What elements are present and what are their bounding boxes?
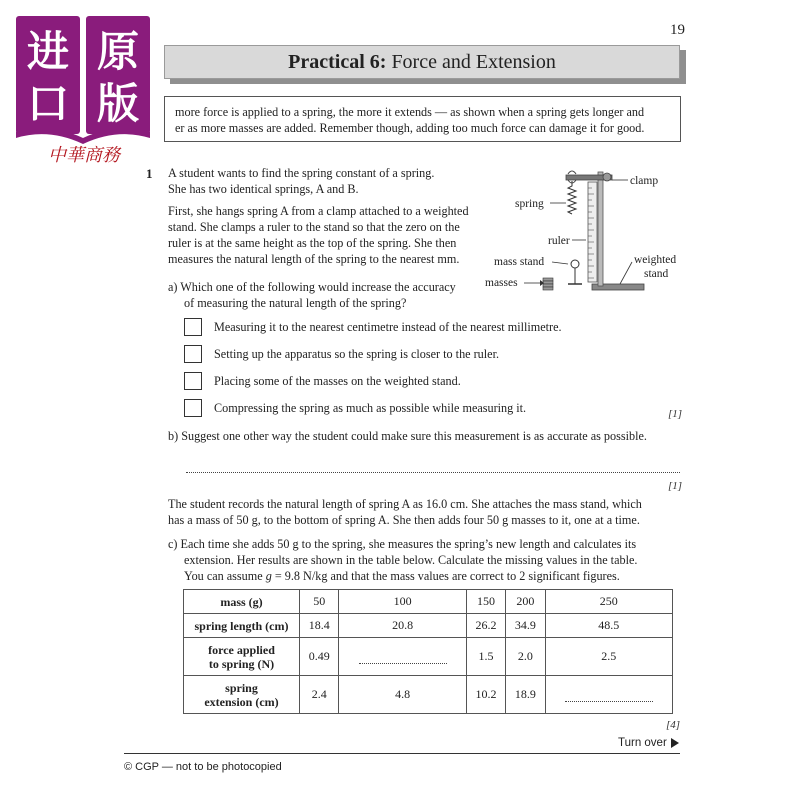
label-ruler: ruler xyxy=(548,235,570,247)
record-paragraph xyxy=(168,496,642,528)
force-answer-blank[interactable] xyxy=(339,638,466,676)
record-line-2: has a mass of 50 g, to the bottom of spring A. She then adds four 50 g masses to it, one at a time. xyxy=(168,513,640,527)
label-spring: spring xyxy=(515,198,544,210)
question-line-1: A student wants to find the spring constant of a spring. xyxy=(168,166,435,180)
turn-over-label: Turn over xyxy=(618,737,667,749)
part-c-line-3 xyxy=(168,568,637,584)
part-c-question xyxy=(168,536,637,584)
option-3-label: Placing some of the masses on the weighted stand. xyxy=(214,374,461,388)
question-number: 1 xyxy=(146,166,153,181)
row-header-spring-length: spring length (cm) xyxy=(184,614,300,638)
logo-publisher: 中華商務 xyxy=(48,145,120,166)
stand-rod xyxy=(598,172,603,286)
part-c-line-1: c) Each time she adds 50 g to the spring, she measures the spring’s new length and calculates its xyxy=(168,537,637,551)
table-cell: 4.8 xyxy=(339,676,466,714)
page-title xyxy=(164,45,680,79)
table-cell: 200 xyxy=(506,590,545,614)
logo-char-1: 进 xyxy=(26,27,70,76)
table-row xyxy=(184,676,673,714)
option-1-label: Measuring it to the nearest centimetre instead of the nearest millimetre. xyxy=(214,320,562,334)
publisher-logo xyxy=(14,14,154,166)
label-stand: stand xyxy=(644,268,669,280)
table-cell: 1.5 xyxy=(466,638,505,676)
spring-coil xyxy=(568,181,576,214)
mass-stand-hook xyxy=(571,260,579,268)
intro-line-1: more force is applied to a spring, the more it extends — as shown when a spring gets longer and xyxy=(175,105,645,119)
option-4-checkbox[interactable] xyxy=(184,399,202,417)
option-2-label: Setting up the apparatus so the spring is closer to the ruler. xyxy=(214,347,499,361)
footer-divider xyxy=(124,753,680,754)
para-line-2: stand. She clamps a ruler to the stand so that the zero on the xyxy=(168,220,460,234)
row-header-mass: mass (g) xyxy=(184,590,300,614)
question-paragraph xyxy=(168,203,469,267)
table-cell: 48.5 xyxy=(545,614,672,638)
label-weighted: weighted xyxy=(634,254,677,266)
table-cell: 150 xyxy=(466,590,505,614)
logo-char-3: 口 xyxy=(26,79,70,128)
turn-over xyxy=(618,737,679,749)
table-cell: 0.49 xyxy=(300,638,339,676)
part-c-line-2: extension. Her results are shown in the table below. Calculate the missing values in the table. xyxy=(184,553,638,567)
table-cell: 250 xyxy=(545,590,672,614)
option-3-checkbox[interactable] xyxy=(184,372,202,390)
part-a-line-1: a) Which one of the following would increase the accuracy xyxy=(168,280,456,294)
option-2-checkbox[interactable] xyxy=(184,345,202,363)
part-b-question: b) Suggest one other way the student could make sure this measurement is as accurate as possible. xyxy=(168,429,647,443)
record-line-1: The student records the natural length of spring A as 16.0 cm. She attaches the mass stand, which xyxy=(168,497,642,511)
table-cell: 100 xyxy=(339,590,466,614)
table-row xyxy=(184,638,673,676)
label-masses: masses xyxy=(485,277,518,289)
option-4-label: Compressing the spring as much as possible while measuring it. xyxy=(214,401,527,415)
intro-box xyxy=(164,96,681,142)
title-rest: Force and Extension xyxy=(391,50,556,73)
table-cell: 34.9 xyxy=(506,614,545,638)
book-logo-icon xyxy=(14,14,154,166)
row-header-extension: spring extension (cm) xyxy=(184,676,300,714)
part-c-line-3-pre: You can assume xyxy=(184,569,266,583)
arrow-right-icon xyxy=(671,738,679,748)
part-a-question xyxy=(168,279,456,311)
table-cell: 2.0 xyxy=(506,638,545,676)
table-row xyxy=(184,614,673,638)
table-cell: 2.4 xyxy=(300,676,339,714)
part-a-line-2: of measuring the natural length of the spring? xyxy=(184,296,407,310)
label-clamp: clamp xyxy=(630,175,659,187)
table-cell: 18.4 xyxy=(300,614,339,638)
logo-char-2: 原 xyxy=(96,27,140,76)
table-cell: 20.8 xyxy=(339,614,466,638)
masses-stack xyxy=(543,278,553,290)
apparatus-diagram xyxy=(482,166,692,296)
para-line-1: First, she hangs spring A from a clamp attached to a weighted xyxy=(168,204,469,218)
page-number: 19 xyxy=(670,22,685,38)
question-intro xyxy=(168,165,434,197)
part-c-line-3-post: = 9.8 N/kg and that the mass values are correct to 2 significant figures. xyxy=(271,569,620,583)
clamp-screw xyxy=(603,173,611,181)
table-cell: 26.2 xyxy=(466,614,505,638)
extension-answer-blank[interactable] xyxy=(545,676,672,714)
table-cell: 10.2 xyxy=(466,676,505,714)
para-line-4: measures the natural length of the spring to the nearest mm. xyxy=(168,252,460,266)
table-cell: 2.5 xyxy=(545,638,672,676)
results-table xyxy=(183,589,673,714)
intro-line-2: er as more masses are added. Remember though, adding too much force can damage it for good. xyxy=(175,121,645,135)
logo-char-4: 版 xyxy=(96,79,140,128)
para-line-3: ruler is at the same height as the top of the spring. She then xyxy=(168,236,457,250)
part-b-answer-line[interactable] xyxy=(186,472,680,473)
question-line-2: She has two identical springs, A and B. xyxy=(168,182,359,196)
gravity-symbol: g xyxy=(265,569,272,583)
table-row xyxy=(184,590,673,614)
label-mass-stand: mass stand xyxy=(494,256,545,268)
part-c-marks: [4] xyxy=(666,719,681,731)
table-cell: 50 xyxy=(300,590,339,614)
title-bold: Practical 6: xyxy=(288,50,387,73)
row-header-force: force applied to spring (N) xyxy=(184,638,300,676)
ruler xyxy=(588,182,597,282)
option-1-checkbox[interactable] xyxy=(184,318,202,336)
table-cell: 18.9 xyxy=(506,676,545,714)
footer-copyright: © CGP — not to be photocopied xyxy=(124,761,282,773)
part-a-marks: [1] xyxy=(668,408,683,420)
part-b-marks: [1] xyxy=(668,480,683,492)
